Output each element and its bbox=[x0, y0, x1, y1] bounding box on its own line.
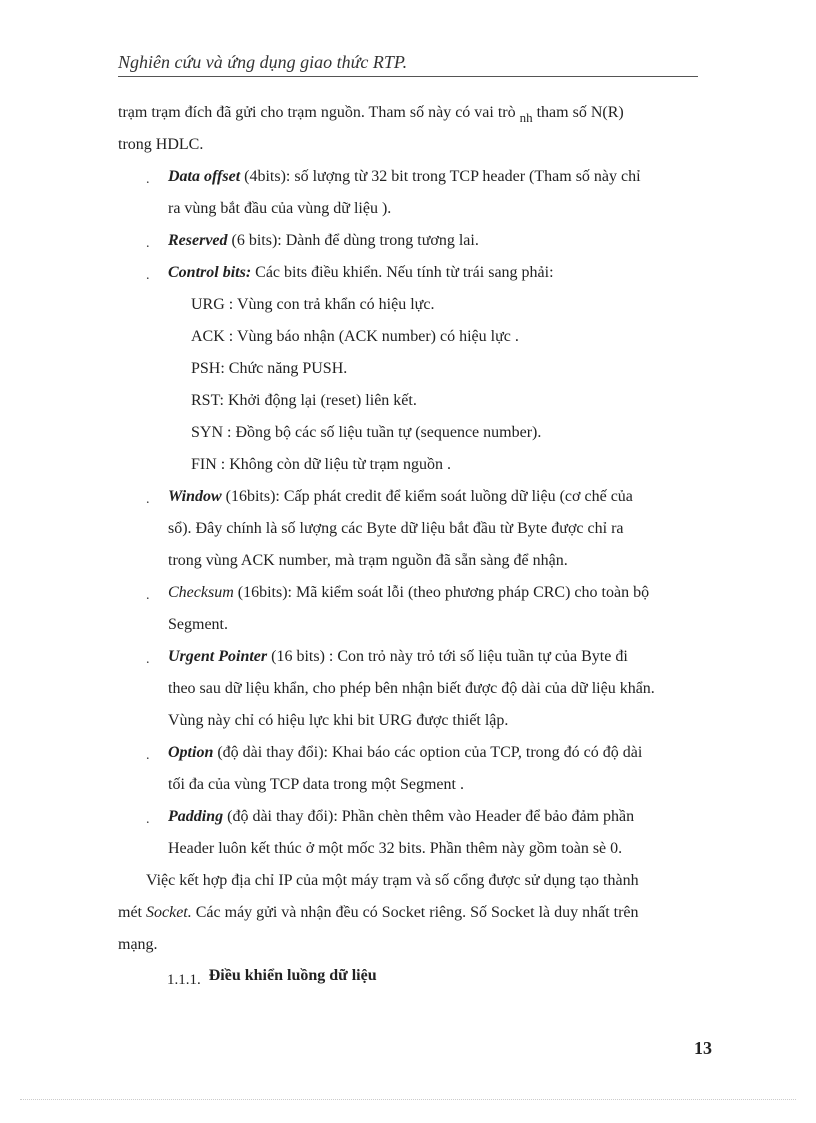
desc-padding: (độ dài thay đổi): Phần chèn thêm vào Header để bảo đảm phần bbox=[223, 808, 635, 825]
desc-control-bits: Các bits điều khiển. Nếu tính từ trái sang phải: bbox=[251, 264, 554, 281]
desc-urgent-pointer: (16 bits) : Con trỏ này trỏ tới số liệu tuần tự của Byte đi bbox=[267, 648, 628, 665]
intro-line-2: trong HDLC. bbox=[118, 136, 204, 153]
header-rule bbox=[118, 76, 698, 77]
section-title: Điều khiển luồng dữ liệu bbox=[208, 967, 377, 984]
section-heading bbox=[167, 967, 377, 988]
bullet-urgent-pointer-cont-2: Vùng này chỉ có hiệu lực khi bit URG được thiết lập. bbox=[168, 712, 509, 729]
bullet-checksum bbox=[168, 584, 649, 602]
bullet-urgent-pointer-cont-1: theo sau dữ liệu khẩn, cho phép bên nhận biết được độ dài của dữ liệu khẩn. bbox=[168, 680, 655, 697]
intro-line-1-sub: nh bbox=[519, 110, 533, 125]
running-header: Nghiên cứu và ứng dụng giao thức RTP. bbox=[118, 52, 408, 72]
bullet-padding-cont: Header luôn kết thúc ở một mốc 32 bits. Phần thêm này gồm toàn sè 0. bbox=[168, 840, 623, 857]
flag-ack: ACK : Vùng báo nhận (ACK number) có hiệu lực . bbox=[191, 328, 519, 345]
footer-rule bbox=[20, 1099, 796, 1100]
bullet-marker: . bbox=[146, 492, 150, 507]
flag-syn: SYN : Đồng bộ các số liệu tuần tự (sequence number). bbox=[191, 424, 542, 441]
term-padding: Padding bbox=[168, 808, 224, 825]
term-socket: Socket. bbox=[146, 904, 192, 921]
term-control-bits: Control bits bbox=[168, 264, 246, 281]
bullet-window-cont-2: trong vùng ACK number, mà trạm nguồn đã sẵn sàng để nhận. bbox=[168, 552, 568, 569]
socket-line-3: mạng. bbox=[118, 936, 158, 953]
bullet-window bbox=[168, 488, 633, 506]
socket-line-2-b: Các máy gửi và nhận đều có Socket riêng. Số Socket là duy nhất trên bbox=[191, 904, 639, 921]
flag-psh: PSH: Chức năng PUSH. bbox=[191, 360, 348, 377]
desc-reserved: (6 bits): Dành để dùng trong tương lai. bbox=[227, 232, 479, 249]
bullet-option bbox=[168, 744, 642, 762]
desc-window: (16bits): Cấp phát credit để kiểm soát luồng dữ liệu (cơ chế của bbox=[221, 488, 633, 505]
term-option: Option bbox=[168, 744, 214, 761]
bullet-window-cont-1: sổ). Đây chính là số lượng các Byte dữ liệu bắt đầu từ Byte được chỉ ra bbox=[168, 520, 624, 537]
section-number: 1.1.1. bbox=[167, 972, 201, 988]
bullet-urgent-pointer bbox=[168, 648, 628, 666]
bullet-data-offset-cont: ra vùng bắt đầu của vùng dữ liệu ). bbox=[168, 200, 392, 217]
intro-line-1-text: trạm trạm đích đã gửi cho trạm nguồn. Tham số này có vai trò bbox=[118, 104, 520, 121]
term-reserved: Reserved bbox=[168, 232, 228, 249]
socket-line-1: Việc kết hợp địa chỉ IP của một máy trạm và số cổng được sử dụng tạo thành bbox=[146, 872, 639, 889]
term-window: Window bbox=[168, 488, 222, 505]
flag-rst: RST: Khởi động lại (reset) liên kết. bbox=[191, 392, 417, 409]
intro-line-1 bbox=[118, 104, 624, 125]
bullet-marker: . bbox=[146, 172, 150, 187]
bullet-marker: . bbox=[146, 748, 150, 763]
term-data-offset: Data offset bbox=[168, 168, 241, 185]
bullet-padding bbox=[168, 808, 634, 826]
term-control-bits-colon: : bbox=[245, 264, 252, 281]
socket-line-2-a: mét bbox=[118, 904, 146, 921]
bullet-marker: . bbox=[146, 588, 150, 603]
bullet-marker: . bbox=[146, 236, 150, 251]
term-checksum: Checksum bbox=[168, 584, 234, 601]
term-urgent-pointer: Urgent Pointer bbox=[168, 648, 268, 665]
page-number: 13 bbox=[694, 1038, 712, 1058]
flag-fin: FIN : Không còn dữ liệu từ trạm nguồn . bbox=[191, 456, 451, 473]
intro-line-1-end: tham số N(R) bbox=[532, 104, 624, 121]
bullet-control-bits bbox=[168, 264, 554, 282]
bullet-marker: . bbox=[146, 652, 150, 667]
desc-data-offset: (4bits): số lượng từ 32 bit trong TCP header (Tham số này chỉ bbox=[240, 168, 641, 185]
bullet-marker: . bbox=[146, 812, 150, 827]
bullet-reserved bbox=[168, 232, 479, 250]
desc-checksum: (16bits): Mã kiểm soát lỗi (theo phương pháp CRC) cho toàn bộ bbox=[233, 584, 650, 601]
desc-option: (độ dài thay đổi): Khai báo các option của TCP, trong đó có độ dài bbox=[213, 744, 643, 761]
bullet-marker: . bbox=[146, 268, 150, 283]
socket-line-2 bbox=[118, 904, 639, 922]
flag-urg: URG : Vùng con trả khẩn có hiệu lực. bbox=[191, 296, 435, 313]
bullet-data-offset bbox=[168, 168, 641, 186]
bullet-checksum-cont: Segment. bbox=[168, 616, 228, 633]
bullet-option-cont: tối đa của vùng TCP data trong một Segment . bbox=[168, 776, 464, 793]
